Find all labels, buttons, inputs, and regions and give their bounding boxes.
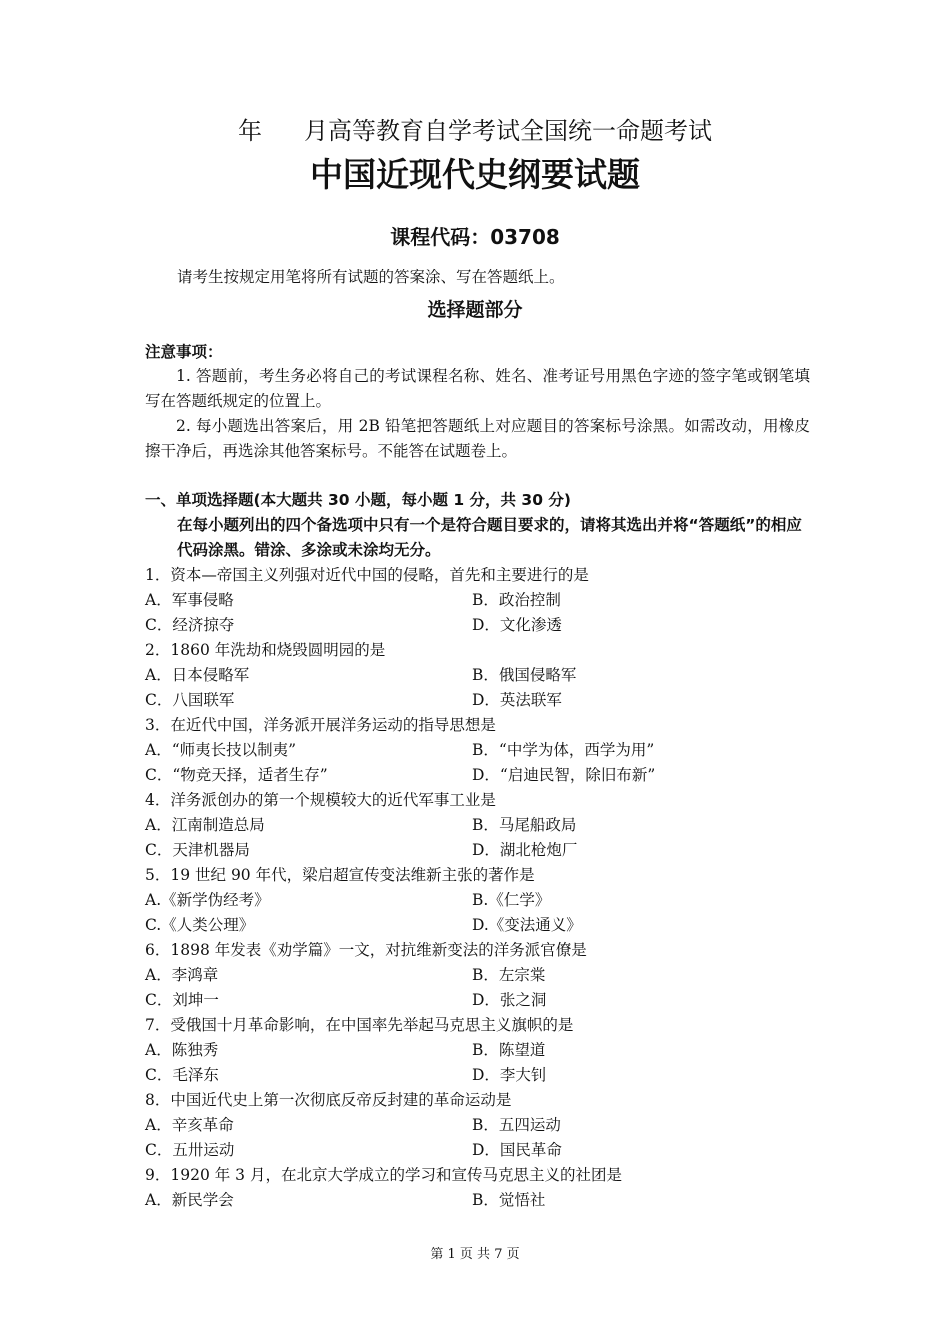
option-c: C．“物竞天择，适者生存” (145, 766, 328, 784)
option-c: C．毛泽东 (145, 1066, 219, 1084)
question-8 (145, 1088, 815, 1163)
option-row (145, 613, 815, 638)
option-row (145, 1113, 815, 1138)
question-3 (145, 713, 815, 788)
exam-name: 月高等教育自学考试全国统一命题考试 (304, 117, 712, 145)
option-c: C．天津机器局 (145, 841, 250, 859)
question-stem: 8．中国近代史上第一次彻底反帝反封建的革命运动是 (145, 1091, 512, 1109)
option-a: A．日本侵略军 (145, 666, 250, 684)
option-row (145, 1038, 815, 1063)
option-row (145, 738, 815, 763)
option-row (145, 1188, 815, 1213)
note-item-1: 1. 答题前，考生务必将自己的考试课程名称、姓名、准考证号用黑色字迹的签字笔或钢笔填写在答题纸规定的位置上。 (145, 367, 810, 410)
option-c: C．五卅运动 (145, 1141, 235, 1159)
course-code: 课程代码：03708 (390, 225, 560, 249)
option-a: A.《新学伪经考》 (145, 891, 270, 909)
option-c: C.《人类公理》 (145, 916, 255, 934)
option-row (145, 588, 815, 613)
page-title: 中国近现代史纲要试题 (310, 155, 640, 194)
option-row (145, 1063, 815, 1088)
question-1 (145, 563, 815, 638)
option-a: A．辛亥革命 (145, 1116, 234, 1134)
part-heading: 一、单项选择题(本大题共 30 小题，每小题 1 分，共 30 分) (145, 491, 571, 509)
option-b: B.《仁学》 (472, 891, 551, 909)
option-b: B．左宗棠 (472, 966, 546, 984)
option-a: A．陈独秀 (145, 1041, 219, 1059)
option-d: D．李大钊 (472, 1066, 547, 1084)
question-stem: 7．受俄国十月革命影响，在中国率先举起马克思主义旗帜的是 (145, 1016, 574, 1034)
option-row (145, 688, 815, 713)
option-c: C．经济掠夺 (145, 616, 235, 634)
question-stem: 3．在近代中国，洋务派开展洋务运动的指导思想是 (145, 716, 496, 734)
option-row (145, 763, 815, 788)
option-row (145, 988, 815, 1013)
option-d: D．文化渗透 (472, 616, 562, 634)
exam-header-line (0, 115, 950, 147)
option-a: A．李鸿章 (145, 966, 219, 984)
year-label: 年 (238, 117, 262, 145)
option-a: A．江南制造总局 (145, 816, 265, 834)
part-description: 在每小题列出的四个备选项中只有一个是符合题目要求的，请将其选出并将“答题纸”的相应代码涂黑。错涂、多涂或未涂均无分。 (177, 516, 802, 559)
part-one (145, 488, 815, 1213)
option-d: D.《变法通义》 (472, 916, 582, 934)
question-9 (145, 1163, 815, 1213)
option-d: D．英法联军 (472, 691, 562, 709)
question-4 (145, 788, 815, 863)
option-d: D．张之洞 (472, 991, 547, 1009)
question-7 (145, 1013, 815, 1088)
option-a: A．新民学会 (145, 1191, 234, 1209)
question-stem: 4．洋务派创办的第一个规模较大的近代军事工业是 (145, 791, 496, 809)
option-b: B．陈望道 (472, 1041, 546, 1059)
option-b: B．政治控制 (472, 591, 561, 609)
option-b: B．觉悟社 (472, 1191, 546, 1209)
question-stem: 6．1898 年发表《劝学篇》一文，对抗维新变法的洋务派官僚是 (145, 941, 587, 959)
option-row (145, 813, 815, 838)
option-d: D．国民革命 (472, 1141, 562, 1159)
question-2 (145, 638, 815, 713)
option-b: B．马尾船政局 (472, 816, 577, 834)
option-d: D．“启迪民智，除旧布新” (472, 766, 656, 784)
option-c: C．刘坤一 (145, 991, 219, 1009)
option-b: B．五四运动 (472, 1116, 561, 1134)
option-row (145, 913, 815, 938)
option-row (145, 1138, 815, 1163)
question-list (145, 563, 815, 1213)
question-stem: 2．1860 年洗劫和烧毁圆明园的是 (145, 641, 386, 659)
notes-heading: 注意事项： (145, 343, 223, 361)
option-c: C．八国联军 (145, 691, 235, 709)
option-b: B．俄国侵略军 (472, 666, 577, 684)
option-d: D．湖北枪炮厂 (472, 841, 578, 859)
section-title: 选择题部分 (427, 299, 523, 321)
answer-instruction: 请考生按规定用笔将所有试题的答案涂、写在答题纸上。 (177, 268, 565, 286)
option-row (145, 963, 815, 988)
option-b: B．“中学为体，西学为用” (472, 741, 655, 759)
option-row (145, 663, 815, 688)
option-row (145, 888, 815, 913)
option-a: A．“师夷长技以制夷” (145, 741, 297, 759)
question-stem: 1．资本—帝国主义列强对近代中国的侵略，首先和主要进行的是 (145, 566, 589, 584)
option-a: A．军事侵略 (145, 591, 234, 609)
notes-block (145, 340, 810, 464)
option-row (145, 838, 815, 863)
question-stem: 9．1920 年 3 月，在北京大学成立的学习和宣传马克思主义的社团是 (145, 1166, 622, 1184)
note-item-2: 2. 每小题选出答案后，用 2B 铅笔把答题纸上对应题目的答案标号涂黑。如需改动，用橡皮擦干净后，再选涂其他答案标号。不能答在试题卷上。 (145, 417, 810, 460)
question-stem: 5．19 世纪 90 年代，梁启超宣传变法维新主张的著作是 (145, 866, 535, 884)
question-5 (145, 863, 815, 938)
question-6 (145, 938, 815, 1013)
page-footer: 第 1 页 共 7 页 (430, 1247, 520, 1262)
